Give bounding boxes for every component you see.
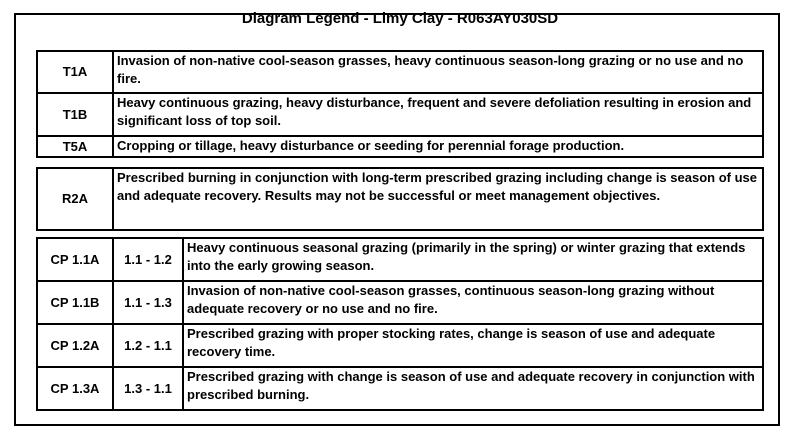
pathway-description: Prescribed grazing with proper stocking rates, change is season of use and adequate recovery time.: [183, 324, 763, 367]
pathway-row: [37, 324, 763, 367]
pathway-phases: 1.1 - 1.3: [113, 281, 183, 324]
transition-code: T5A: [37, 136, 113, 157]
community-pathways-table: [36, 237, 764, 411]
pathway-code: CP 1.2A: [37, 324, 113, 367]
pathway-row: [37, 367, 763, 410]
restoration-row: [37, 168, 763, 230]
transition-row: [37, 93, 763, 136]
pathway-description: Invasion of non-native cool-season grasses, continuous season-long grazing without adequate recovery or no use and no fire.: [183, 281, 763, 324]
restorations-table: [36, 167, 764, 231]
pathway-description: Prescribed grazing with change is season of use and adequate recovery in conjunction with prescribed burning.: [183, 367, 763, 410]
restoration-code: R2A: [37, 168, 113, 230]
transition-row: [37, 136, 763, 157]
pathway-phases: 1.2 - 1.1: [113, 324, 183, 367]
transitions-table: [36, 50, 764, 158]
pathway-row: [37, 238, 763, 281]
pathway-code: CP 1.1A: [37, 238, 113, 281]
pathway-description: Heavy continuous seasonal grazing (primarily in the spring) or winter grazing that extends into the early growing season.: [183, 238, 763, 281]
pathway-code: CP 1.3A: [37, 367, 113, 410]
legend-title: Diagram Legend - Limy Clay - R063AY030SD: [241, 10, 559, 27]
transition-row: [37, 51, 763, 93]
transition-description: Invasion of non-native cool-season grasses, heavy continuous season-long grazing or no use and no fire.: [113, 51, 763, 93]
transition-description: Heavy continuous grazing, heavy disturbance, frequent and severe defoliation resulting in erosion and significant loss of top soil.: [113, 93, 763, 136]
restoration-description: Prescribed burning in conjunction with long-term prescribed grazing including change is season of use and adequate recovery. Results may not be successful or meet management objectives.: [113, 168, 763, 230]
pathway-phases: 1.3 - 1.1: [113, 367, 183, 410]
transition-description: Cropping or tillage, heavy disturbance or seeding for perennial forage production.: [113, 136, 763, 157]
pathway-phases: 1.1 - 1.2: [113, 238, 183, 281]
transition-code: T1B: [37, 93, 113, 136]
pathway-row: [37, 281, 763, 324]
pathway-code: CP 1.1B: [37, 281, 113, 324]
transition-code: T1A: [37, 51, 113, 93]
